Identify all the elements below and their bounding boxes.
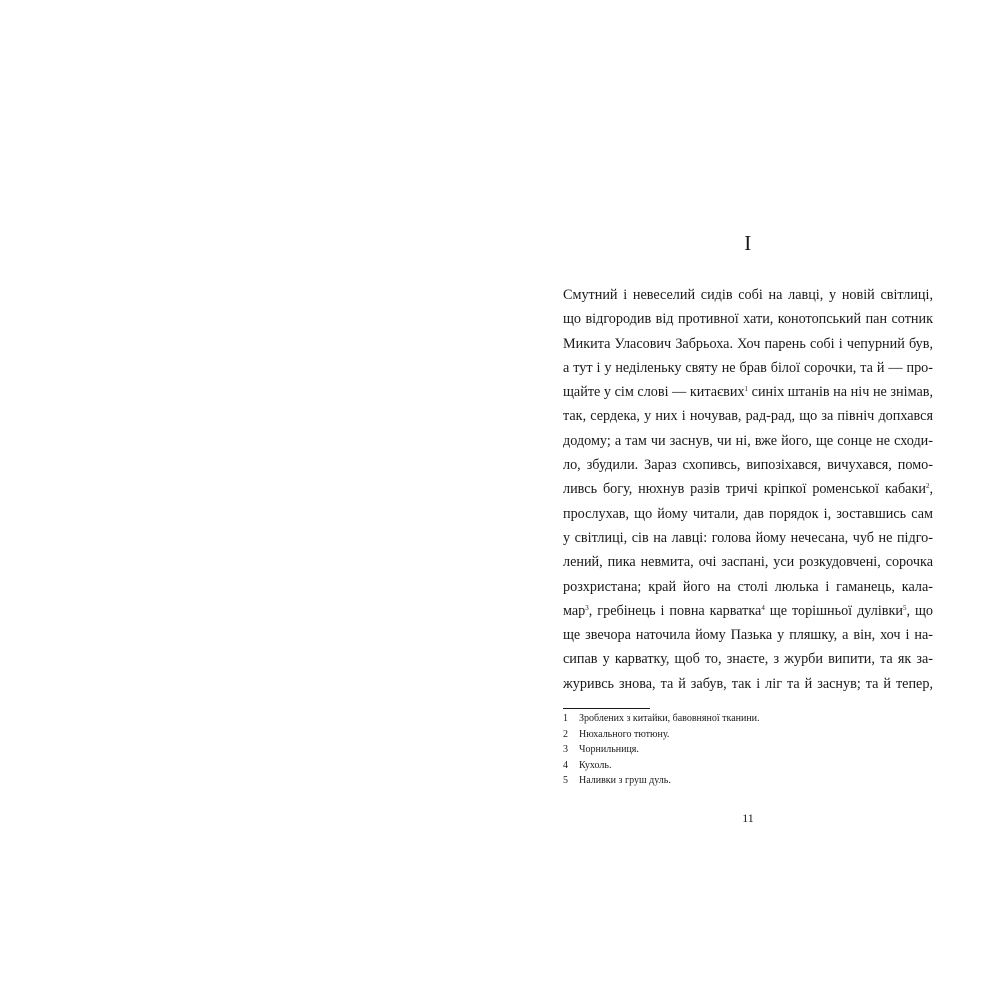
text-segment: ще торішньої дулівки [764,602,903,619]
footnotes [563,711,933,789]
footnote [563,758,933,774]
text-segment: так, сердека, у них і ночував, рад-рад, що за північ допхався [563,408,933,425]
body-line [563,453,933,477]
text-segment: синіх штанів на ніч не знімав, [748,384,933,401]
body-line [563,380,933,404]
text-segment: ще звечора наточила йому Пазька у пляшку, а він, хоч і на- [563,627,933,644]
body-line [563,283,933,307]
body-line [563,599,933,623]
footnote-number: 4 [563,759,568,771]
footnote-divider [563,708,650,709]
text-segment: прослухав, що йому читали, дав порядок і, зоставшись сам [563,505,933,522]
text-segment: , гребінець і повна карватка [588,602,762,619]
page-number: 11 [742,811,754,825]
footnote-number: 2 [563,728,568,740]
footnote-number: 1 [563,713,568,724]
text-segment: у світлиці, сів на лавці: голова йому нечесана, чуб не підго- [563,529,933,546]
body-line [563,332,933,356]
text-segment: ливсь богу, нюхнув разів тричі кріпкої роменської кабаки [563,481,926,498]
text-segment: що відгородив від противної хати, конотопський пан сотник [563,311,933,328]
body-line [563,672,933,696]
body-line [563,502,933,526]
text-segment: розхристана; край його на столі люлька і гаманець, кала- [563,578,933,595]
text-segment: Микита Уласович Забрьоха. Хоч парень собі і чепурний був, [563,335,933,352]
footnote [563,742,933,758]
footnote [563,711,933,727]
body-line [563,356,933,380]
text-segment: , що [906,602,933,619]
body-line [563,526,933,550]
text-segment: Смутний і невеселий сидів собі на лавці, у новій світлиці, [563,287,933,303]
body-text [563,283,933,696]
footnote-text: Чорнильниця. [579,744,639,756]
footnote-marker[interactable]: 1 [744,385,749,394]
text-segment: сипав у карватку, щоб то, знаєте, з журби випити, та як за- [563,651,933,668]
text-segment: додому; а там чи заснув, чи ні, вже його, ще сонце не сходи- [563,432,933,449]
body-line [563,307,933,331]
text-segment: а тут і у неділеньку святу не брав білої сорочки, та й — про- [563,359,933,376]
body-line [563,575,933,599]
text-segment: , [929,481,933,498]
body-line [563,550,933,574]
body-line [563,623,933,647]
footnote-number: 3 [563,744,568,756]
footnote-number: 5 [563,775,568,787]
text-segment: журивсь знова, та й забув, так і ліг та й заснув; та й тепер, [563,675,933,692]
text-segment: мар [563,602,586,619]
chapter-title: I [744,231,752,255]
footnote [563,773,933,789]
body-line [563,647,933,671]
footnote-marker[interactable]: 3 [585,603,589,612]
footnote-marker[interactable]: 4 [761,603,765,612]
body-line [563,429,933,453]
footnote-marker[interactable]: 2 [925,482,930,491]
footnote-text: Наливки з груш дуль. [579,775,671,787]
footnote-text: Нюхального тютюну. [579,728,670,740]
body-line [563,477,933,501]
footnote-text: Кухоль. [579,759,612,771]
footnote-marker[interactable]: 5 [902,603,907,612]
text-segment: лений, пика невмита, очі заспані, уси розкудовчені, сорочка [563,554,933,571]
footnote [563,727,933,743]
text-segment: ло, збудили. Зараз схопивсь, випозіхався, вичухався, помо- [563,457,933,474]
text-segment: щайте у сім слові — китаєвих [563,384,745,401]
body-line [563,404,933,428]
footnote-text: Зроблених з китайки, бавовняної тканини. [579,713,760,724]
